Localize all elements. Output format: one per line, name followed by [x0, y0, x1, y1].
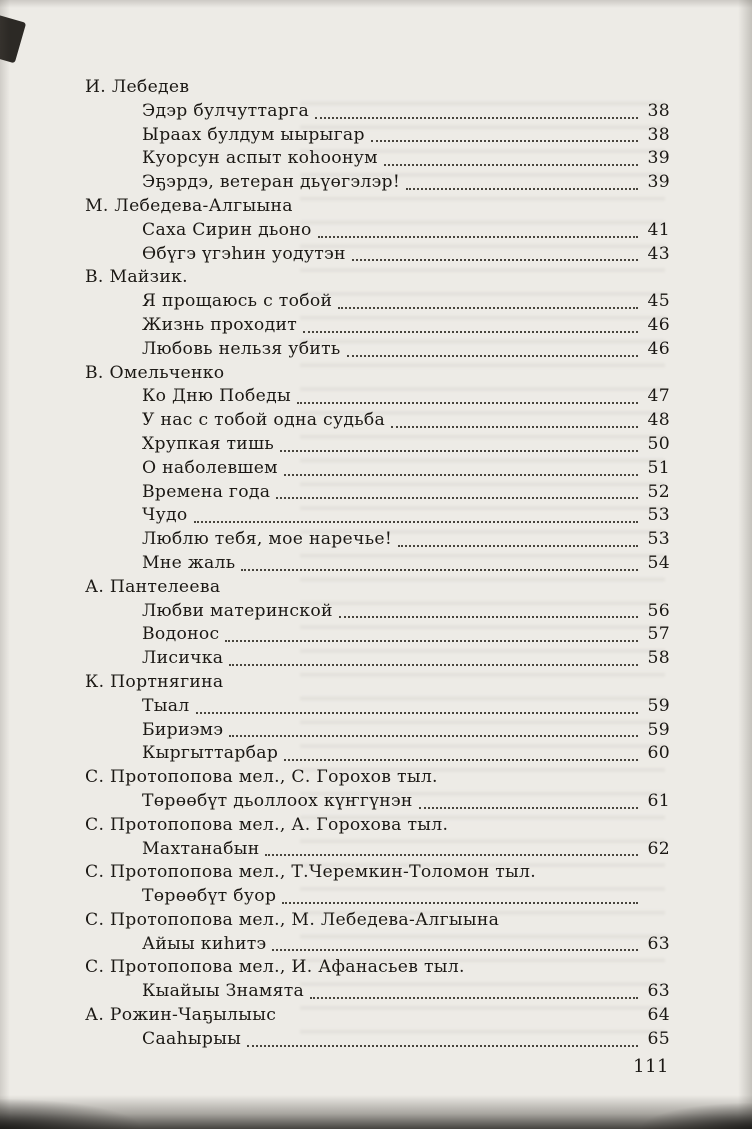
- entry-page-number: 60: [647, 743, 670, 764]
- toc-title-row: [85, 600, 670, 624]
- entry-text: И. Лебедев: [85, 77, 190, 97]
- entry-text: Эдэр булчуттарга: [142, 100, 309, 121]
- dot-leader: [276, 497, 638, 499]
- dot-leader: [225, 640, 638, 642]
- entry-text: Төрөөбүт дьоллоох күҥгүнэн: [142, 790, 413, 811]
- toc-title-row: [85, 338, 670, 362]
- toc-title-row: [85, 219, 670, 243]
- scan-edge-shadow-top: [0, 0, 752, 8]
- dot-leader: [371, 140, 638, 142]
- entry-text: Любовь нельзя убить: [142, 338, 341, 359]
- dot-leader: [398, 545, 638, 547]
- dot-leader: [310, 997, 638, 999]
- entry-text: Чудо: [142, 505, 188, 526]
- toc-title-row: [85, 100, 670, 124]
- entry-page-number: 57: [647, 624, 670, 645]
- entry-page-number: 53: [647, 505, 670, 526]
- toc-author-row: [85, 576, 670, 600]
- entry-text: С. Протопопова мел., С. Горохов тыл.: [85, 767, 438, 788]
- scan-edge-shadow-left: [0, 0, 10, 1129]
- entry-page-number: 63: [647, 981, 670, 1002]
- entry-text: С. Протопопова мел., Т.Черемкин-Толомон тыл.: [85, 862, 536, 883]
- entry-text: Куорсун аспыт коһоонум: [142, 148, 378, 169]
- entry-text: Я прощаюсь с тобой: [142, 291, 333, 312]
- dot-leader: [419, 807, 638, 809]
- toc-title-row: [85, 790, 670, 814]
- toc-author-row: [85, 1004, 670, 1028]
- entry-text: В. Омельченко: [85, 362, 225, 383]
- entry-page-number: 58: [647, 648, 670, 669]
- toc-title-row: [85, 838, 670, 862]
- entry-text: Махтанабын: [142, 838, 260, 859]
- toc-author-row: [85, 195, 670, 219]
- entry-page-number: 56: [647, 600, 670, 621]
- dot-leader: [338, 307, 638, 309]
- entry-page-number: 51: [647, 457, 670, 478]
- entry-text: Хрупкая тишь: [142, 433, 275, 454]
- entry-text: Саха Сирин дьоно: [142, 219, 312, 240]
- toc-title-row: [85, 719, 670, 743]
- entry-page-number: 63: [647, 933, 670, 954]
- entry-text: С. Протопопова мел., А. Горохова тыл.: [85, 814, 449, 835]
- entry-text: У нас с тобой одна судьба: [142, 410, 386, 431]
- toc-author-row: [85, 956, 670, 980]
- toc-title-row: [85, 933, 670, 957]
- entry-page-number: 41: [647, 219, 670, 240]
- dot-leader: [384, 164, 638, 166]
- entry-page-number: 65: [647, 1028, 670, 1049]
- entry-text: М. Лебедева-Алгыына: [85, 195, 293, 216]
- dot-leader: [352, 259, 638, 261]
- toc-title-row: [85, 552, 670, 576]
- toc-author-row: [85, 814, 670, 838]
- toc-title-row: [85, 980, 670, 1004]
- dot-leader: [318, 236, 638, 238]
- entry-text: Лисичка: [142, 648, 224, 669]
- entry-page-number: 47: [647, 386, 670, 407]
- entry-text: Люблю тебя, мое наречье!: [142, 529, 393, 550]
- toc-title-row: [85, 409, 670, 433]
- entry-page-number: 43: [647, 243, 670, 264]
- page-number: 111: [633, 1056, 669, 1077]
- dot-leader: [272, 949, 638, 951]
- entry-text: Водонос: [142, 624, 220, 645]
- entry-page-number: 52: [647, 481, 670, 502]
- entry-text: А. Рожин-Чаҕылыыс: [85, 1005, 277, 1026]
- toc-title-row: [85, 385, 670, 409]
- toc-title-row: [85, 433, 670, 457]
- toc-author-row: [85, 76, 670, 100]
- dot-leader: [284, 759, 638, 761]
- entry-text: Ыраах булдум ыырыгар: [142, 124, 365, 145]
- entry-text: К. Портнягина: [85, 671, 224, 692]
- entry-page-number: 62: [647, 838, 670, 859]
- entry-page-number: 46: [647, 338, 670, 359]
- dot-leader: [265, 854, 638, 856]
- dot-leader: [303, 331, 638, 333]
- toc-title-row: [85, 623, 670, 647]
- entry-page-number: 46: [647, 314, 670, 335]
- dot-leader: [196, 712, 638, 714]
- dot-leader: [229, 735, 638, 737]
- toc-title-row: [85, 695, 670, 719]
- entry-page-number: 38: [647, 100, 670, 121]
- toc-title-row: [85, 457, 670, 481]
- entry-page-number: 39: [647, 148, 670, 169]
- dot-leader: [280, 450, 638, 452]
- toc-title-row: [85, 147, 670, 171]
- entry-page-number: 50: [647, 433, 670, 454]
- toc-title-row: [85, 290, 670, 314]
- entry-text: А. Пантелеева: [85, 576, 221, 597]
- toc-author-row: [85, 671, 670, 695]
- entry-text: Кыайыы Знамята: [142, 981, 305, 1002]
- toc-title-row: [85, 481, 670, 505]
- entry-text: Любви материнской: [142, 600, 333, 621]
- toc-title-row: [85, 124, 670, 148]
- dot-leader: [315, 117, 638, 119]
- dot-leader: [297, 402, 638, 404]
- entry-text: Бириэмэ: [142, 719, 224, 740]
- entry-page-number: 54: [647, 552, 670, 573]
- entry-text: Өбүгэ үгэһин уодутэн: [142, 243, 346, 264]
- entry-text: О наболевшем: [142, 457, 278, 478]
- entry-page-number: 48: [647, 410, 670, 431]
- table-of-contents: [85, 76, 670, 1052]
- entry-page-number: 45: [647, 291, 670, 312]
- entry-page-number: 64: [647, 1005, 670, 1026]
- dot-leader: [247, 1045, 638, 1047]
- dot-leader: [282, 902, 638, 904]
- dot-leader: [229, 664, 638, 666]
- toc-title-row: [85, 1028, 670, 1052]
- entry-text: Кыргыттарбар: [142, 743, 279, 764]
- entry-text: В. Майзик.: [85, 267, 188, 288]
- dot-leader: [347, 355, 638, 357]
- toc-author-row: [85, 766, 670, 790]
- entry-text: С. Протопопова мел., М. Лебедева-Алгыына: [85, 909, 500, 930]
- entry-text: Времена года: [142, 481, 271, 502]
- entry-text: С. Протопопова мел., И. Афанасьев тыл.: [85, 957, 465, 978]
- toc-author-row: [85, 909, 670, 933]
- toc-title-row: [85, 243, 670, 267]
- entry-text: Төрөөбүт буор: [142, 886, 277, 907]
- toc-author-row: [85, 266, 670, 290]
- entry-text: Жизнь проходит: [142, 314, 298, 335]
- scan-edge-shadow-right: [738, 0, 752, 1129]
- toc-title-row: [85, 528, 670, 552]
- entry-text: Сааһырыы: [142, 1028, 242, 1049]
- entry-text: Ко Дню Победы: [142, 386, 291, 407]
- entry-text: Тыал: [142, 695, 190, 716]
- entry-text: Эҕэрдэ, ветеран дьүөгэлэр!: [142, 172, 401, 193]
- toc-title-row: [85, 504, 670, 528]
- dot-leader: [241, 569, 638, 571]
- toc-author-row: [85, 362, 670, 386]
- entry-page-number: 59: [647, 719, 670, 740]
- dot-leader: [339, 616, 638, 618]
- entry-page-number: 61: [647, 790, 670, 811]
- toc-title-row: [85, 647, 670, 671]
- entry-page-number: 39: [647, 172, 670, 193]
- dot-leader: [194, 521, 638, 523]
- dot-leader: [391, 426, 638, 428]
- dot-leader: [406, 188, 638, 190]
- toc-title-row: [85, 171, 670, 195]
- entry-text: Мне жаль: [142, 552, 236, 573]
- scan-corner-shadow-left: [0, 1099, 140, 1129]
- toc-title-row: [85, 314, 670, 338]
- dot-leader: [284, 474, 638, 476]
- entry-page-number: 53: [647, 529, 670, 550]
- entry-page-number: 38: [647, 124, 670, 145]
- entry-page-number: 59: [647, 695, 670, 716]
- entry-text: Айыы киһитэ: [142, 933, 267, 954]
- toc-author-row: [85, 861, 670, 885]
- scan-corner-shadow-right: [642, 1103, 752, 1129]
- toc-title-row: [85, 742, 670, 766]
- toc-title-row: [85, 885, 670, 909]
